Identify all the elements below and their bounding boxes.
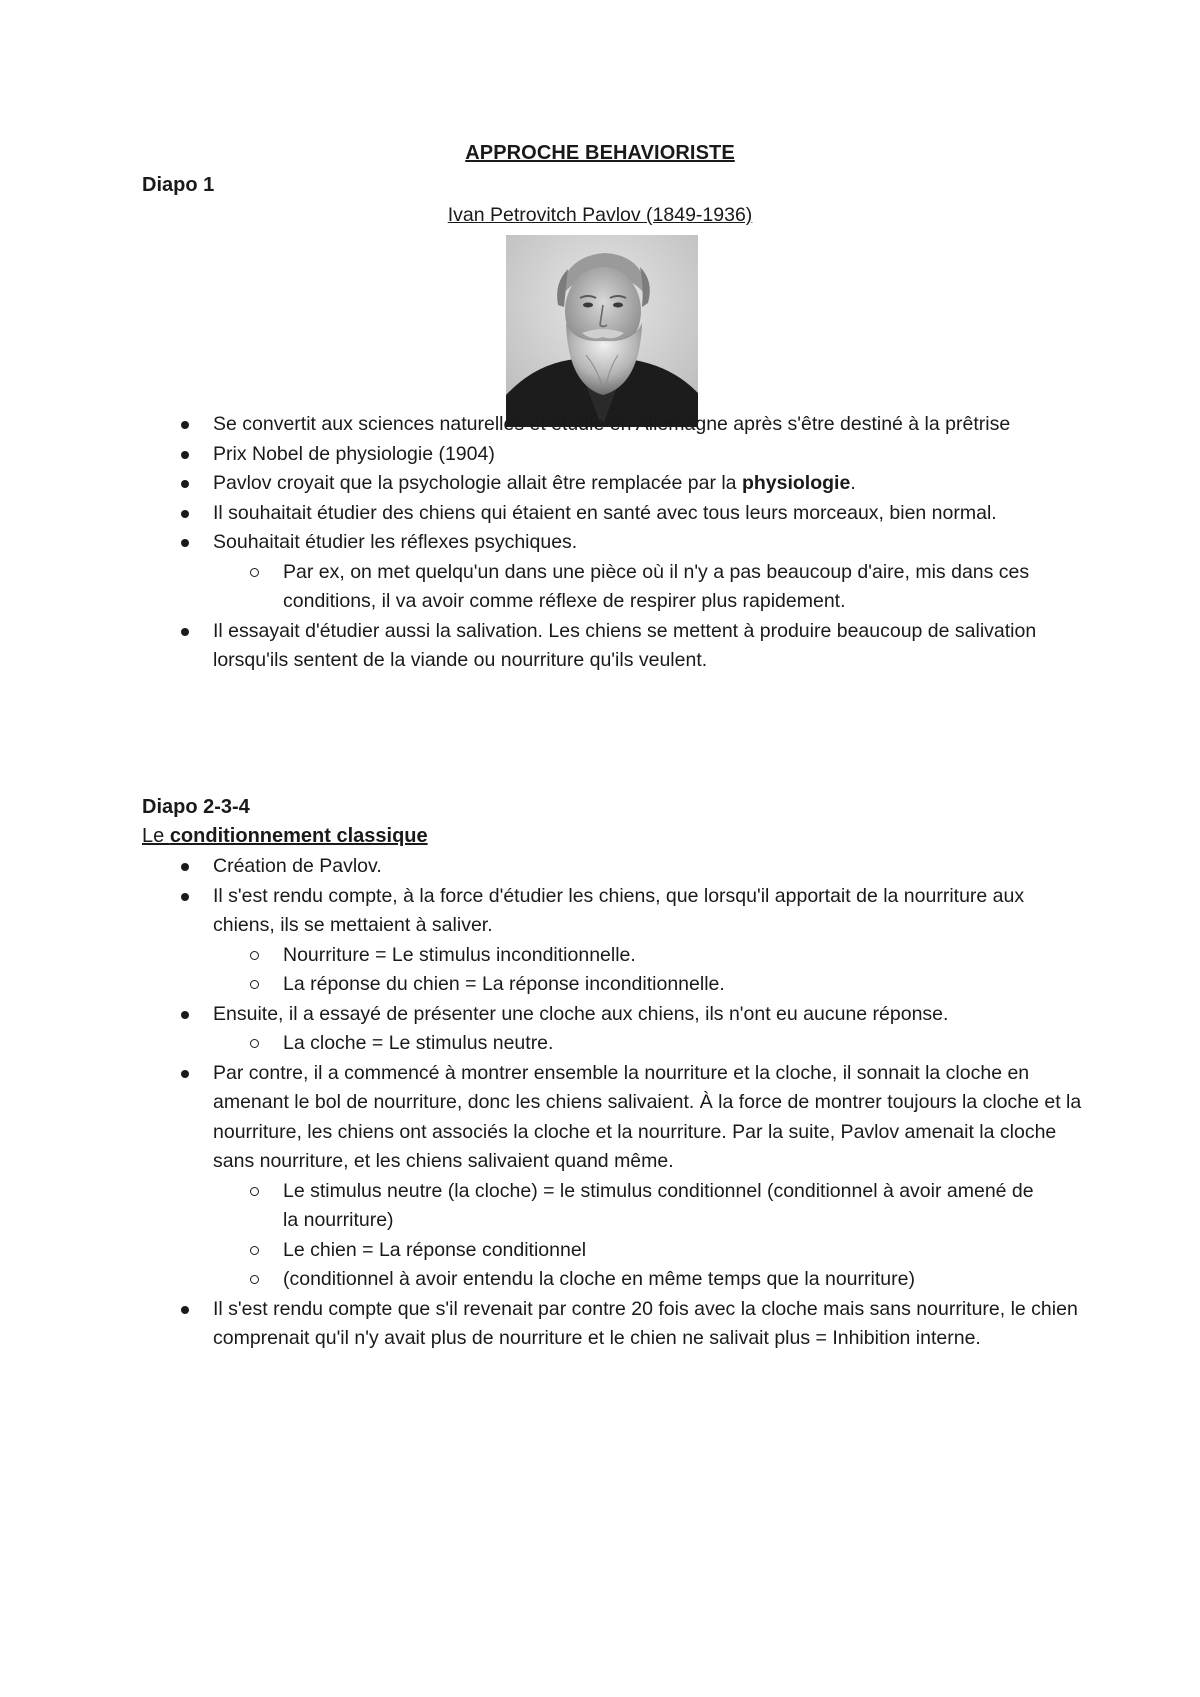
list-item: Il essayait d'étudier aussi la salivation. Les chiens se mettent à produire beaucoup de salivation lorsqu'ils sentent de la viande ou nourriture qu'ils veulent. bbox=[0, 617, 1083, 676]
pavlov-portrait bbox=[506, 235, 698, 427]
emphasis-physiologie: physiologie bbox=[741, 472, 851, 494]
list-item: Pavlov croyait que la psychologie allait être remplacée par la physiologie. bbox=[0, 469, 1083, 499]
list-item: Il souhaitait étudier des chiens qui étaient en santé avec tous leurs morceaux, bien normal. bbox=[0, 499, 1083, 529]
list-item: Prix Nobel de physiologie (1904) bbox=[0, 440, 1083, 470]
document-title: APPROCHE BEHAVIORISTE bbox=[465, 142, 735, 164]
sub-list-item: La réponse du chien = La réponse inconditionnelle. bbox=[0, 970, 1043, 1000]
section-label: Le conditionnement classique bbox=[142, 825, 428, 847]
list-item: Il s'est rendu compte, à la force d'étudier les chiens, que lorsqu'il apportait de la nourriture aux chiens, ils se mettaient à saliver. bbox=[0, 882, 1083, 941]
sub-list-item: Nourriture = Le stimulus inconditionnelle. bbox=[0, 941, 1043, 971]
portrait-image bbox=[506, 235, 698, 427]
label-emphasis: conditionnement classique bbox=[169, 825, 428, 847]
sub-list-item: (conditionnel à avoir entendu la cloche en même temps que la nourriture) bbox=[0, 1265, 1043, 1295]
list-item: Création de Pavlov. bbox=[0, 852, 1083, 882]
portrait-caption: Ivan Petrovitch Pavlov (1849-1936) bbox=[447, 204, 753, 226]
section-heading-diapo-1: Diapo 1 bbox=[142, 174, 215, 196]
sub-list-item: Le chien = La réponse conditionnel bbox=[0, 1236, 1043, 1266]
list-item: Par contre, il a commencé à montrer ensemble la nourriture et la cloche, il sonnait la cloche en amenant le bol de nourriture, donc les chiens salivaient. À la force de montrer toujours la cloche et la nourriture, les chiens ont associés la cloche et la nourriture. Par la suite, Pavlov amenait la cloche sans nourriture, et les chiens salivaient quand même. bbox=[0, 1059, 1083, 1177]
sub-list-item: La cloche = Le stimulus neutre. bbox=[0, 1029, 1043, 1059]
sub-list-item: Par ex, on met quelqu'un dans une pièce où il n'y a pas beaucoup d'aire, mis dans ces conditions, il va avoir comme réflexe de respirer plus rapidement. bbox=[0, 558, 1043, 617]
sub-list-item: Le stimulus neutre (la cloche) = le stimulus conditionnel (conditionnel à avoir amené de la nourriture) bbox=[0, 1177, 1043, 1236]
list-item: Se convertit aux sciences naturelles et étudie en Allemagne après s'être destiné à la prêtrise bbox=[0, 410, 1083, 440]
section2-bullet-list bbox=[0, 852, 1200, 1354]
list-item: Ensuite, il a essayé de présenter une cloche aux chiens, ils n'ont eu aucune réponse. bbox=[0, 1000, 1083, 1030]
list-item: Souhaitait étudier les réflexes psychiques. bbox=[0, 528, 1083, 558]
section1-bullet-list bbox=[0, 410, 1200, 676]
section-heading-diapo-2-3-4: Diapo 2-3-4 bbox=[142, 796, 250, 818]
list-item: Il s'est rendu compte que s'il revenait par contre 20 fois avec la cloche mais sans nourriture, le chien comprenait qu'il n'y avait plus de nourriture et le chien ne salivait plus = Inhibition interne. bbox=[0, 1295, 1083, 1354]
